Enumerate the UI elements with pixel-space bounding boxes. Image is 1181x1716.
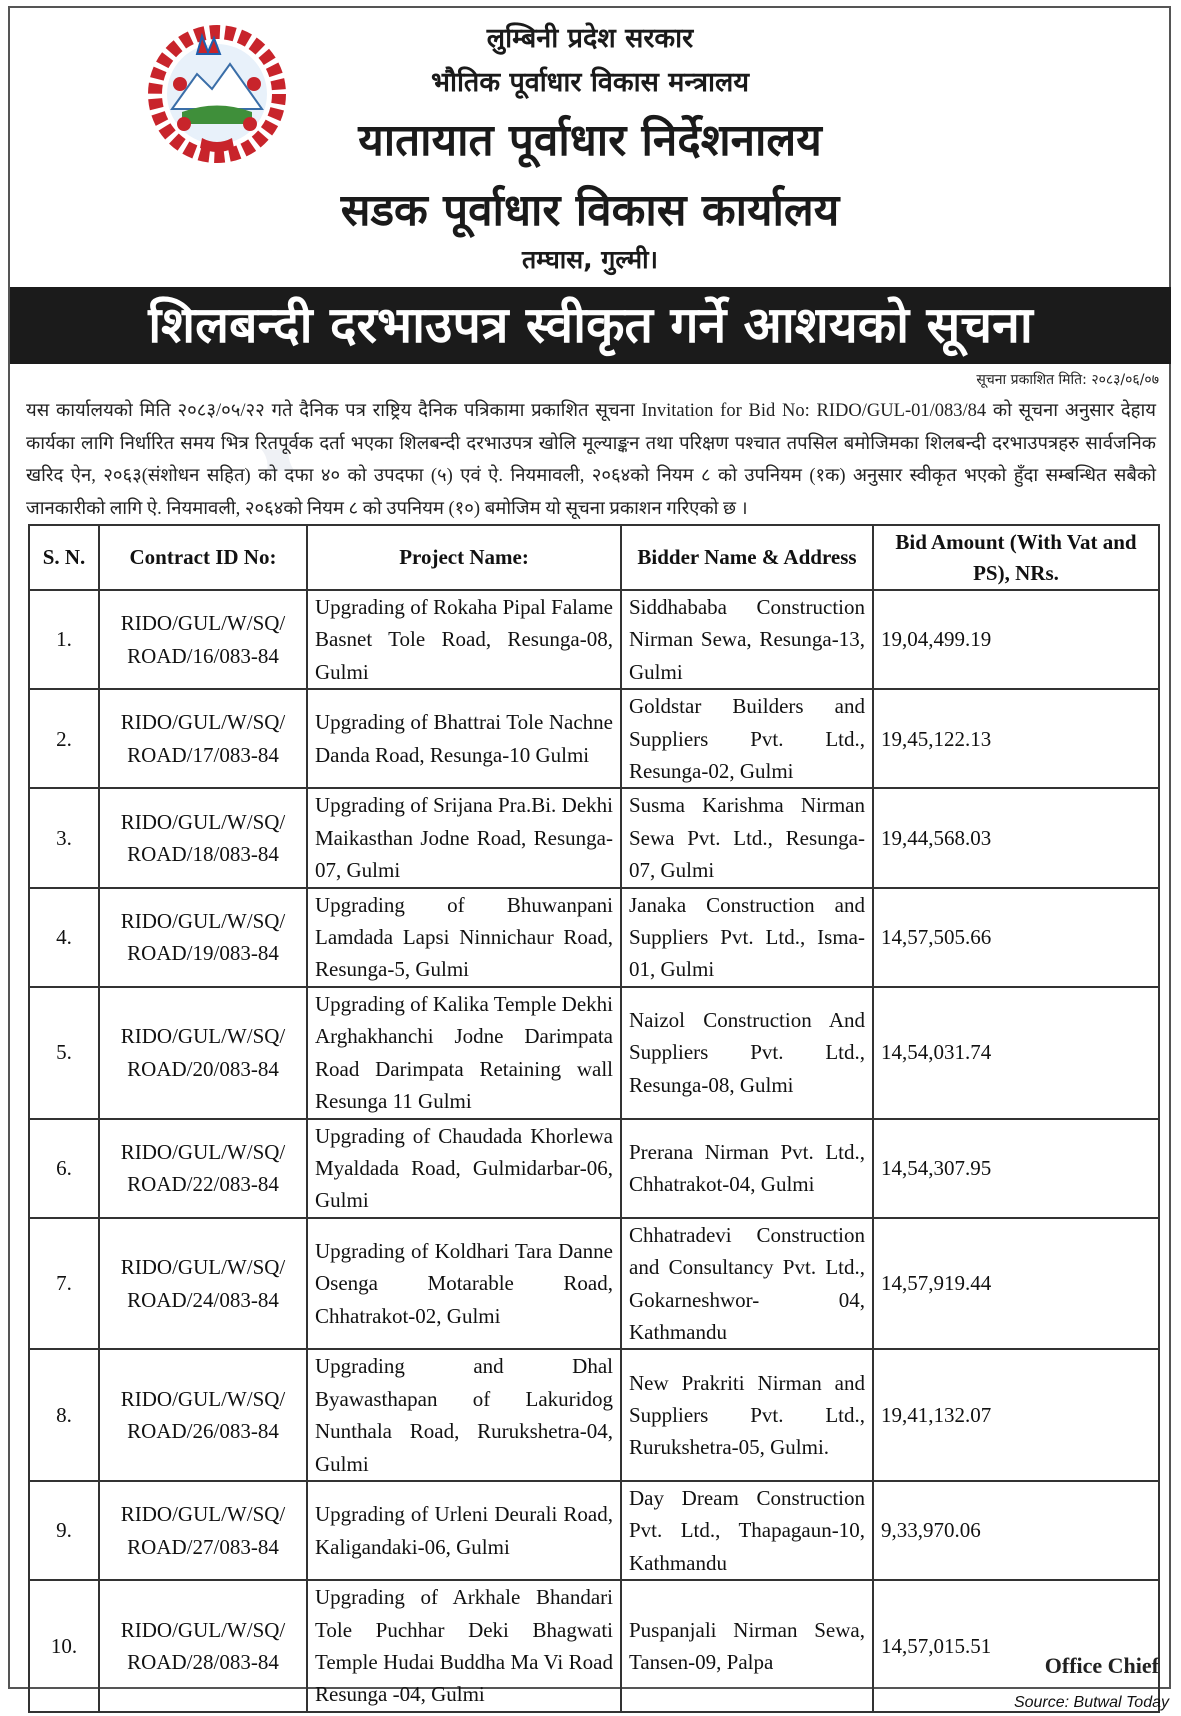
cell-contract-id: RIDO/GUL/W/SQ/ ROAD/17/083-84 [99, 689, 307, 788]
cell-project: Upgrading of Kalika Temple Dekhi Arghakhanchi Jodne Darimpata Road Darimpata Retaining wall Resunga 11 Gulmi [307, 987, 621, 1119]
cell-sn: 6. [29, 1119, 99, 1218]
cell-sn: 3. [29, 788, 99, 887]
header-sn: S. N. [29, 525, 99, 590]
table-row [29, 1218, 1159, 1350]
cell-contract-id: RIDO/GUL/W/SQ/ ROAD/19/083-84 [99, 888, 307, 987]
table-row [29, 1349, 1159, 1481]
cell-contract-id: RIDO/GUL/W/SQ/ ROAD/22/083-84 [99, 1119, 307, 1218]
cell-bidder: Susma Karishma Nirman Sewa Pvt. Ltd., Resunga-07, Gulmi [621, 788, 873, 887]
cell-project: Upgrading of Bhattrai Tole Nachne Danda Road, Resunga-10 Gulmi [307, 689, 621, 788]
publish-date: सूचना प्रकाशित मिति: २०८३/०६/०७ [976, 372, 1159, 388]
cell-project: Upgrading of Srijana Pra.Bi. Dekhi Maikasthan Jodne Road, Resunga-07, Gulmi [307, 788, 621, 887]
cell-bidder: Janaka Construction and Suppliers Pvt. Ltd., Isma-01, Gulmi [621, 888, 873, 987]
office-location: तम्घास, गुल्मी। [521, 245, 659, 274]
table-row [29, 1481, 1159, 1580]
cell-bidder: Puspanjali Nirman Sewa, Tansen-09, Palpa [621, 1580, 873, 1712]
header-project-name: Project Name: [307, 525, 621, 590]
cell-project: Upgrading of Arkhale Bhandari Tole Puchhar Deki Bhagwati Temple Hudai Buddha Ma Vi Road Resunga -04, Gulmi [307, 1580, 621, 1712]
source-credit: Source: Butwal Today [1013, 1694, 1169, 1711]
cell-contract-id: RIDO/GUL/W/SQ/ ROAD/26/083-84 [99, 1349, 307, 1481]
cell-amount: 19,04,499.19 [873, 590, 1159, 689]
cell-bidder: Naizol Construction And Suppliers Pvt. Ltd., Resunga-08, Gulmi [621, 987, 873, 1119]
cell-project: Upgrading of Chaudada Khorlewa Myaldada Road, Gulmidarbar-06, Gulmi [307, 1119, 621, 1218]
cell-bidder: New Prakriti Nirman and Suppliers Pvt. Ltd., Rurukshetra-05, Gulmi. [621, 1349, 873, 1481]
cell-project: Upgrading and Dhal Byawasthapan of Lakuridog Nunthala Road, Rurukshetra-04, Gulmi [307, 1349, 621, 1481]
cell-bidder: Day Dream Construction Pvt. Ltd., Thapagaun-10, Kathmandu [621, 1481, 873, 1580]
cell-sn: 10. [29, 1580, 99, 1712]
cell-amount: 14,57,919.44 [873, 1218, 1159, 1350]
cell-bidder: Prerana Nirman Pvt. Ltd., Chhatrakot-04, Gulmi [621, 1119, 873, 1218]
cell-amount: 9,33,970.06 [873, 1481, 1159, 1580]
cell-contract-id: RIDO/GUL/W/SQ/ ROAD/24/083-84 [99, 1218, 307, 1350]
cell-project: Upgrading of Urleni Deurali Road, Kaligandaki-06, Gulmi [307, 1481, 621, 1580]
cell-bidder: Siddhababa Construction Nirman Sewa, Resunga-13, Gulmi [621, 590, 873, 689]
cell-amount: 14,57,505.66 [873, 888, 1159, 987]
cell-amount: 19,41,132.07 [873, 1349, 1159, 1481]
notice-title-banner: शिलबन्दी दरभाउपत्र स्वीकृत गर्ने आशयको सूचना [10, 287, 1171, 364]
bid-table [28, 524, 1160, 1713]
table-header-row [29, 525, 1159, 590]
header-bidder: Bidder Name & Address [621, 525, 873, 590]
table-row [29, 987, 1159, 1119]
cell-bidder: Goldstar Builders and Suppliers Pvt. Ltd., Resunga-02, Gulmi [621, 689, 873, 788]
cell-amount: 14,57,015.51 [873, 1580, 1159, 1712]
table-row [29, 1580, 1159, 1712]
table-row [29, 590, 1159, 689]
cell-sn: 7. [29, 1218, 99, 1350]
cell-sn: 1. [29, 590, 99, 689]
cell-contract-id: RIDO/GUL/W/SQ/ ROAD/27/083-84 [99, 1481, 307, 1580]
table-row [29, 689, 1159, 788]
cell-amount: 14,54,031.74 [873, 987, 1159, 1119]
ministry-name: भौतिक पूर्वाधार विकास मन्त्रालय [430, 67, 750, 98]
cell-contract-id: RIDO/GUL/W/SQ/ ROAD/20/083-84 [99, 987, 307, 1119]
table-row [29, 888, 1159, 987]
intro-paragraph: यस कार्यालयको मिति २०८३/०५/२२ गते दैनिक पत्र राष्ट्रिय दैनिक पत्रिकामा प्रकाशित सूचना Invitation for Bid No: RIDO/GUL-01/083/84 को सूचना अनुसार देहाय कार्यका लागि निर्धारित समय भित्र रितपूर्वक दर्ता भएका शिलबन्दी दरभाउपत्र खोलि मूल्याङ्कन तथा परिक्षण पश्चात तपसिल बमोजिमका शिलबन्दी दरभाउपत्रहरु सार्वजनिक खरिद ऐन, २०६३(संशोधन सहित) को दफा ४० को उपदफा (५) एवं ऐ. नियमावली, २०६४को नियम ८ को उपनियम (१क) अनुसार स्वीकृत भएको हुँदा सम्बन्धित सबैको जानकारीको लागि ऐ. नियमावली, २०६४को नियम ८ को उपनियम (१०) बमोजिम यो सूचना प्रकाशन गरिएको छ । [26, 401, 1156, 519]
cell-project: Upgrading of Bhuwanpani Lamdada Lapsi Ninnichaur Road, Resunga-5, Gulmi [307, 888, 621, 987]
cell-sn: 8. [29, 1349, 99, 1481]
cell-bidder: Chhatradevi Construction and Consultancy Pvt. Ltd., Gokarneshwor- 04, Kathmandu [621, 1218, 873, 1350]
header-contract-id: Contract ID No: [99, 525, 307, 590]
cell-sn: 9. [29, 1481, 99, 1580]
table-row [29, 788, 1159, 887]
office-chief-signature: Office Chief [1044, 1653, 1159, 1678]
directorate-name: यातायात पूर्वाधार निर्देशनालय [358, 115, 822, 166]
cell-contract-id: RIDO/GUL/W/SQ/ ROAD/18/083-84 [99, 788, 307, 887]
cell-sn: 2. [29, 689, 99, 788]
table-row [29, 1119, 1159, 1218]
cell-sn: 4. [29, 888, 99, 987]
cell-contract-id: RIDO/GUL/W/SQ/ ROAD/16/083-84 [99, 590, 307, 689]
cell-project: Upgrading of Koldhari Tara Danne Osenga Motarable Road, Chhatrakot-02, Gulmi [307, 1218, 621, 1350]
cell-amount: 19,45,122.13 [873, 689, 1159, 788]
province-government: लुम्बिनी प्रदेश सरकार [486, 23, 694, 54]
office-name: सडक पूर्वाधार विकास कार्यालय [340, 185, 840, 236]
cell-amount: 19,44,568.03 [873, 788, 1159, 887]
cell-contract-id: RIDO/GUL/W/SQ/ ROAD/28/083-84 [99, 1580, 307, 1712]
header-bid-amount: Bid Amount (With Vat and PS), NRs. [873, 525, 1159, 590]
cell-sn: 5. [29, 987, 99, 1119]
cell-amount: 14,54,307.95 [873, 1119, 1159, 1218]
cell-project: Upgrading of Rokaha Pipal Falame Basnet Tole Road, Resunga-08, Gulmi [307, 590, 621, 689]
